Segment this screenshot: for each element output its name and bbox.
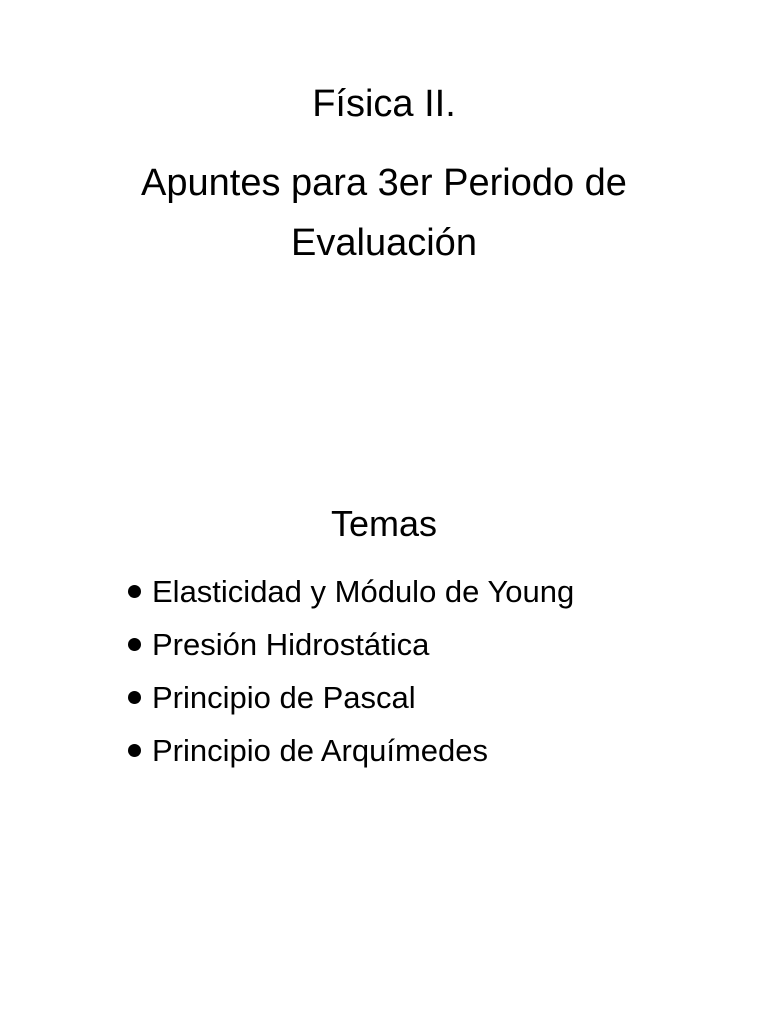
document-subtitle: Apuntes para 3er Periodo de Evaluación	[141, 162, 627, 264]
topic-label: Presión Hidrostática	[152, 627, 430, 662]
document-title: Física II.	[312, 83, 456, 125]
topic-list	[128, 565, 728, 777]
bullet-icon	[128, 638, 141, 651]
topic-item	[128, 565, 728, 618]
bullet-icon	[128, 744, 141, 757]
topic-item	[128, 724, 728, 777]
topic-item	[128, 618, 728, 671]
bullet-icon	[128, 691, 141, 704]
bullet-icon	[128, 585, 141, 598]
topics-heading: Temas	[330, 503, 438, 544]
topic-label: Elasticidad y Módulo de Young	[152, 574, 575, 609]
topic-label: Principio de Arquímedes	[152, 733, 489, 768]
topic-label: Principio de Pascal	[152, 680, 416, 715]
topic-item	[128, 671, 728, 724]
